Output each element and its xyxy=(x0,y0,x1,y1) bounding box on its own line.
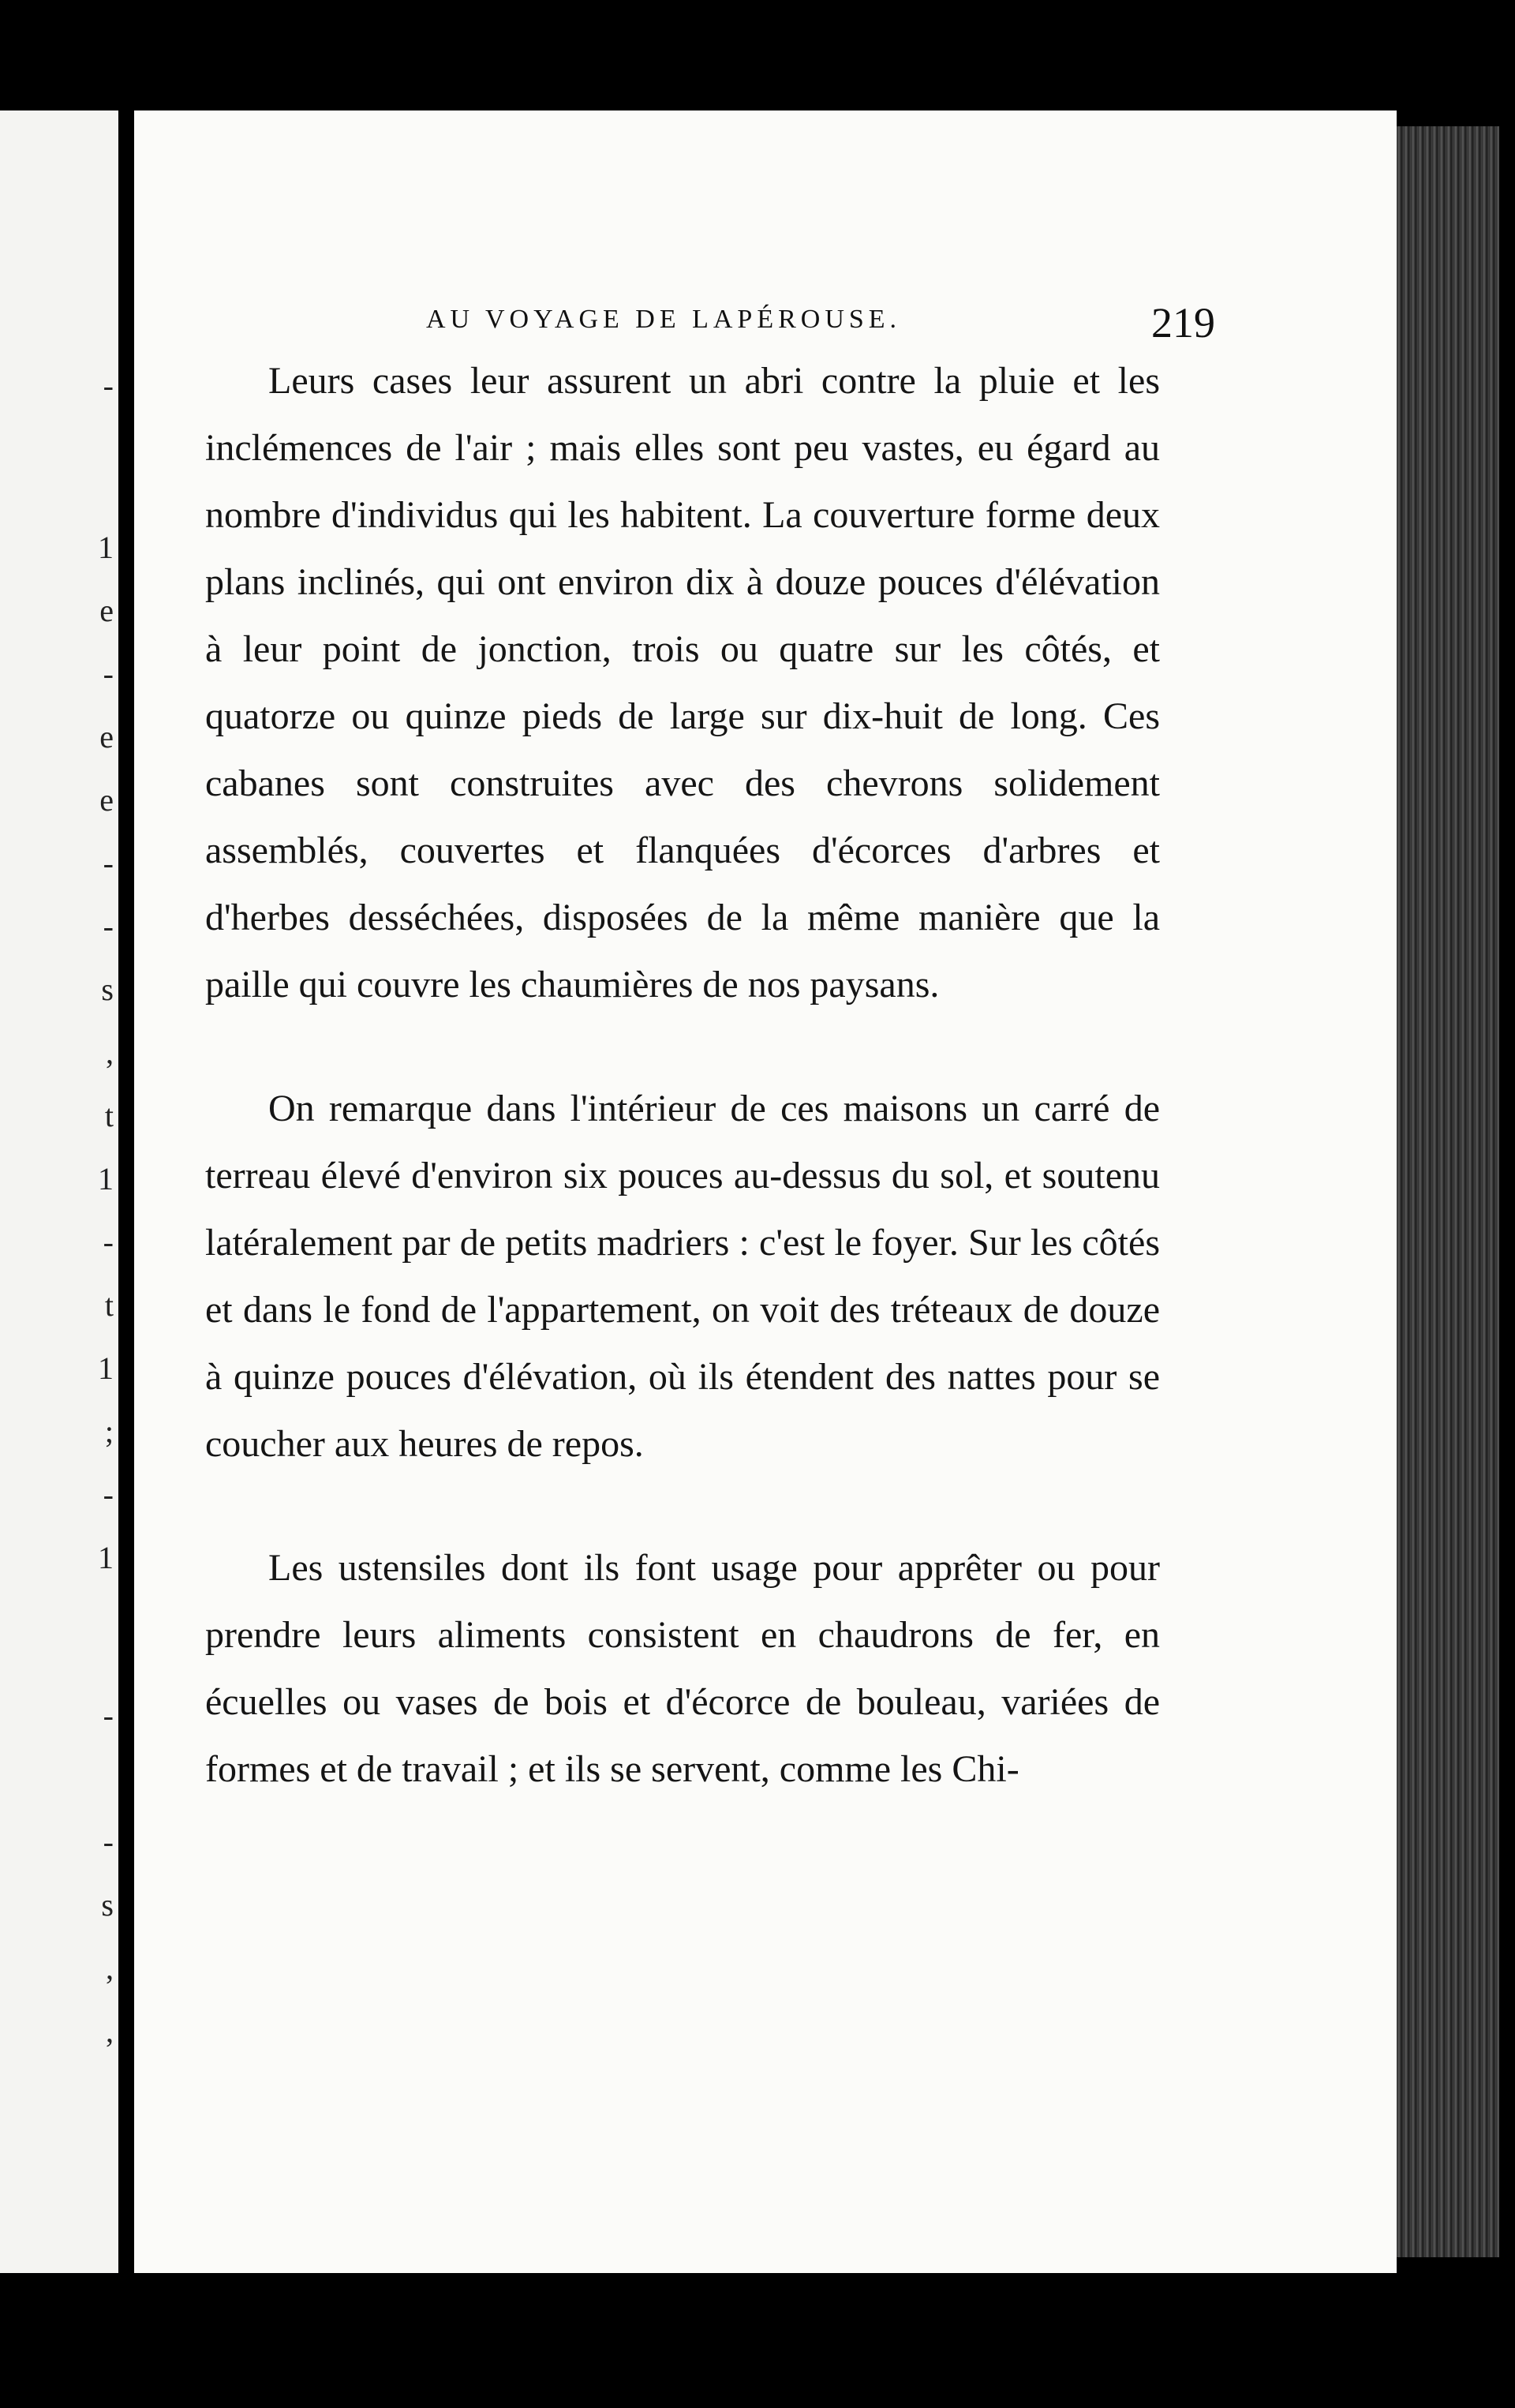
left-page-char: 1 xyxy=(98,530,114,565)
left-page-char: e xyxy=(99,719,114,755)
left-page-char: - xyxy=(103,845,114,881)
left-page-char: - xyxy=(103,1824,114,1859)
left-page-char: 1 xyxy=(98,1540,114,1575)
left-page-char: s xyxy=(101,1887,114,1923)
left-page-char: t xyxy=(104,1287,114,1323)
book-page-edges xyxy=(1397,126,1499,2257)
running-title: AU VOYAGE DE LAPÉROUSE. xyxy=(426,305,902,334)
left-page-char: - xyxy=(103,1477,114,1512)
left-page-char: t xyxy=(104,1098,114,1133)
left-page-char: - xyxy=(103,656,114,691)
left-page-char: - xyxy=(103,1224,114,1260)
paragraph: On remarque dans l'intérieur de ces maisons un carré de terreau élevé d'environ six pouces au-dessus du sol, et soutenu latéralement par de petits madriers : c'est le foyer. Sur les côtés et dans le fond de l'appartement, on voit des tréteaux de douze à quinze pouces d'élévation, où ils étendent des nattes pour se coucher aux heures de repos. xyxy=(205,1088,1160,1465)
left-page-char: - xyxy=(103,1698,114,1733)
left-page-char: , xyxy=(106,1950,114,1986)
page-number: 219 xyxy=(1151,299,1215,346)
left-page-char: s xyxy=(101,972,114,1007)
left-facing-page xyxy=(0,110,118,2273)
left-page-char: ; xyxy=(104,1414,114,1449)
body-text xyxy=(205,347,1160,1859)
paragraph: Les ustensiles dont ils font usage pour apprêter ou pour prendre leurs aliments consistent en chaudrons de fer, en écuelles ou vases de bois et d'écorce de bouleau, variées de formes et de travail ; et ils se servent, comme les Chi- xyxy=(205,1547,1160,1790)
page-header xyxy=(426,298,1215,354)
left-page-char: e xyxy=(99,782,114,818)
left-page-char: 1 xyxy=(98,1161,114,1197)
left-page-char: e xyxy=(99,593,114,628)
paragraph: Leurs cases leur assurent un abri contre la pluie et les inclémences de l'air ; mais elles sont peu vastes, eu égard au nombre d'individus qui les habitent. La couverture forme deux plans inclinés, qui ont environ dix à douze pouces d'élévation à leur point de jonction, trois ou quatre sur les côtés, et quatorze ou quinze pieds de large sur dix-huit de long. Ces cabanes sont construites avec des chevrons solidement assemblés, couvertes et flanquées d'écorces d'arbres et d'herbes desséchées, disposées de la même manière que la paille qui couvre les chaumières de nos paysans. xyxy=(205,360,1160,1006)
left-page-char: , xyxy=(106,1035,114,1070)
left-page-char: , xyxy=(106,2013,114,2049)
left-page-char: - xyxy=(103,368,114,403)
left-page-char: - xyxy=(103,908,114,944)
left-page-char: 1 xyxy=(98,1350,114,1386)
